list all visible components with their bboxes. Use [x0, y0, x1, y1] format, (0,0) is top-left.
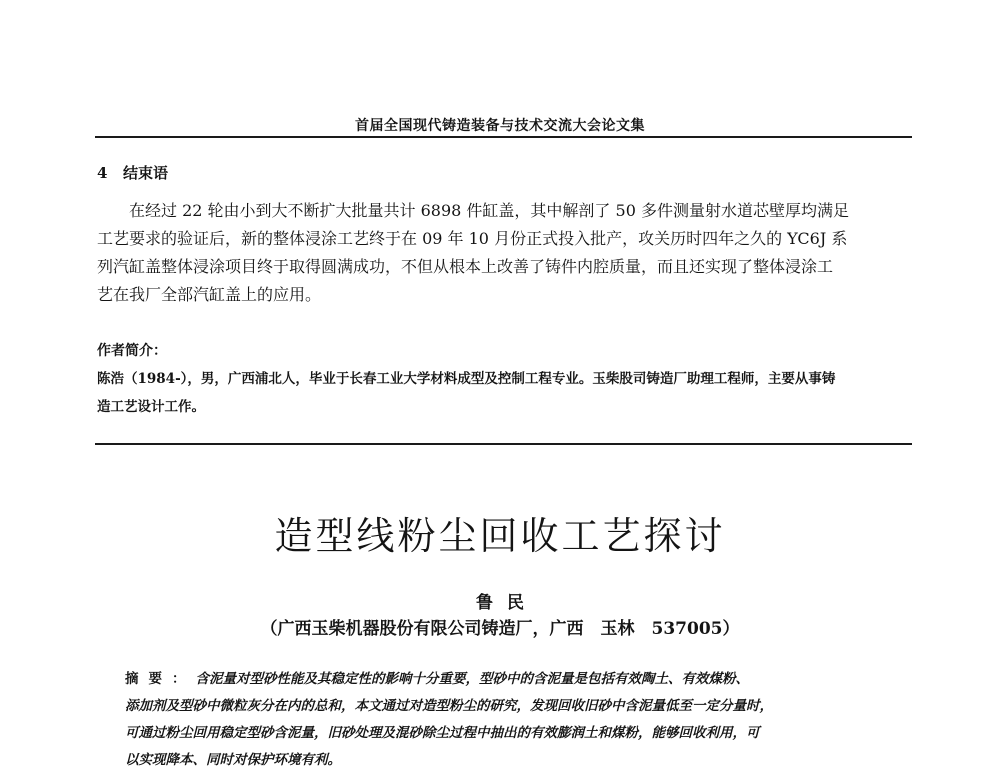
section-number: 4: [97, 164, 108, 182]
header-rule: [95, 136, 912, 138]
section-title: 结束语: [123, 164, 169, 182]
author-bio-heading: 作者简介：: [97, 343, 167, 359]
paragraph-line: 工艺要求的验证后，新的整体浸涂工艺终于在 09 年 10 月份正式投入批产，攻关历时四年之久的 YC6J 系: [97, 229, 848, 248]
abstract-line: 以实现降本、同时对保护环境有利。: [125, 752, 341, 768]
article-separator-rule: [95, 443, 912, 445]
bio-line: 造工艺设计工作。: [97, 399, 205, 415]
article-affiliation: （广西玉柴机器股份有限公司铸造厂，广西 玉林 537005）: [260, 619, 740, 639]
abstract-line: 含泥量对型砂性能及其稳定性的影响十分重要，型砂中的含泥量是包括有效陶土、有效煤粉、: [195, 671, 749, 687]
article-title: 造型线粉尘回收工艺探讨: [274, 514, 726, 558]
abstract: [125, 666, 885, 774]
running-head: 首届全国现代铸造装备与技术交流大会论文集: [355, 118, 645, 134]
abstract-label: 摘要：: [125, 671, 196, 687]
abstract-line: 可通过粉尘回用稳定型砂含泥量，旧砂处理及混砂除尘过程中抽出的有效膨润土和煤粉，能够回收利用，可: [125, 725, 760, 741]
article-author: 鲁民: [476, 593, 538, 613]
bio-line: 陈浩（1984-），男，广西浦北人，毕业于长春工业大学材料成型及控制工程专业。玉柴股司铸造厂助理工程师，主要从事铸: [97, 371, 836, 387]
abstract-line: 添加剂及型砂中微粒灰分在内的总和，本文通过对造型粉尘的研究，发现回收旧砂中含泥量低至一定分量时，: [125, 698, 773, 714]
paragraph-line: 在经过 22 轮由小到大不断扩大批量共计 6898 件缸盖，其中解剖了 50 多件测量射水道芯壁厚均满足: [129, 201, 849, 220]
paragraph-line: 艺在我厂全部汽缸盖上的应用。: [97, 285, 322, 304]
paragraph-line: 列汽缸盖整体浸涂项目终于取得圆满成功，不但从根本上改善了铸件内腔质量，而且还实现了整体浸涂工: [97, 257, 834, 276]
section-heading: [97, 162, 168, 183]
conclusion-paragraph: [97, 197, 912, 309]
author-bio-text: [97, 365, 912, 421]
